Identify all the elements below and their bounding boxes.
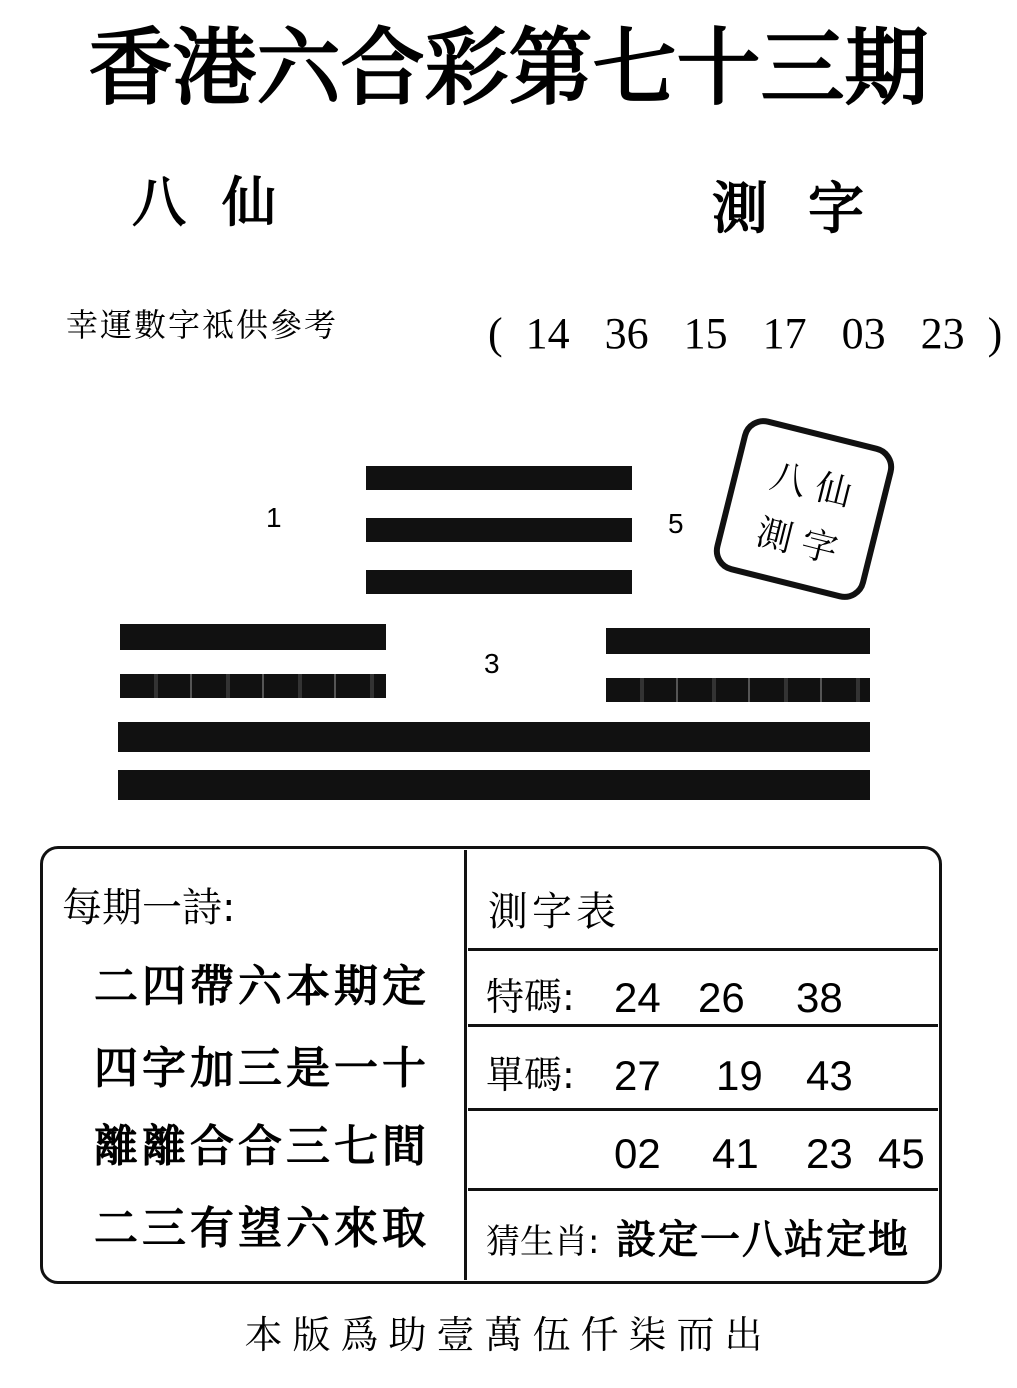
trigram-bar [366, 518, 632, 542]
poem-line: 四字加三是一十 [94, 1043, 430, 1094]
close-paren: ) [987, 309, 1003, 358]
special-number: 38 [796, 974, 843, 1021]
zodiac-value: 設定一八站定地 [616, 1217, 910, 1263]
extra-number: 23 [806, 1130, 853, 1177]
lucky-number: 03 [841, 309, 886, 358]
single-number: 19 [716, 1052, 763, 1099]
stamp-line: 八仙 [766, 455, 866, 518]
poem-line: 二四帶六本期定 [94, 961, 430, 1012]
lucky-number: 36 [604, 309, 649, 358]
lucky-number: 17 [762, 309, 807, 358]
trigram-bar [606, 678, 870, 702]
subtitle-eight-immortals: 八仙 [132, 170, 312, 234]
trigram-number-3: 3 [484, 648, 500, 679]
subtitle-divination: 測字 [712, 176, 904, 242]
table-title: 測字表 [488, 889, 620, 935]
single-label: 單碼: [486, 1053, 575, 1097]
single-number: 43 [806, 1052, 853, 1099]
single-number: 27 [614, 1052, 661, 1099]
footer-note: 本版爲助壹萬伍仟柒而出 [244, 1313, 773, 1357]
poem-line: 二三有望六來取 [94, 1203, 430, 1254]
row-divider [468, 1108, 938, 1111]
lucky-number: 23 [920, 309, 965, 358]
poem-label: 每期一詩: [62, 885, 236, 931]
seal-stamp [709, 413, 899, 604]
trigram-bar [366, 570, 632, 594]
trigram-bar [120, 674, 386, 698]
zodiac-label: 猜生肖: [486, 1222, 600, 1262]
trigram-bar [366, 466, 632, 490]
reference-label: 幸運數字祗供參考 [66, 306, 339, 344]
trigram-bar [118, 770, 870, 800]
page-title: 香港六合彩第七十三期 [88, 18, 929, 117]
special-number: 26 [698, 974, 745, 1021]
trigram-bar [118, 722, 870, 752]
trigram-number-1: 1 [266, 502, 282, 533]
extra-number: 45 [878, 1130, 925, 1177]
poem-line: 離離合合三七間 [94, 1121, 430, 1172]
row-divider [468, 948, 938, 951]
panel-divider [464, 850, 467, 1280]
lucky-numbers [488, 308, 1002, 359]
row-divider [468, 1024, 938, 1027]
lucky-number: 15 [683, 309, 728, 358]
trigram-number-5: 5 [668, 508, 684, 539]
lucky-number: 14 [525, 309, 570, 358]
open-paren: ( [488, 309, 503, 358]
special-number: 24 [614, 974, 661, 1021]
extra-number: 41 [712, 1130, 759, 1177]
trigram-bar [120, 624, 386, 650]
trigram-bar [606, 628, 870, 654]
special-label: 特碼: [486, 975, 575, 1019]
extra-number: 02 [614, 1130, 661, 1177]
stamp-line: 測字 [752, 511, 852, 574]
row-divider [468, 1188, 938, 1191]
